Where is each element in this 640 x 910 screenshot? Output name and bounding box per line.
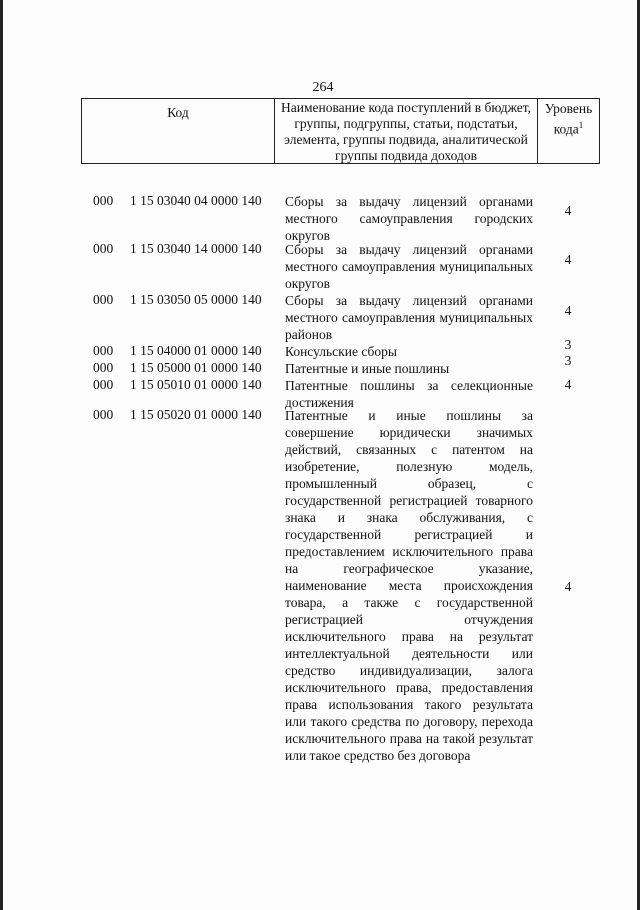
page-number: 264 xyxy=(312,80,334,95)
income-name: Сборы за выдачу лицензий органами местного самоуправления муниципальных округов xyxy=(285,242,533,291)
header-name: Наименование кода поступлений в бюджет, группы, подгруппы, статьи, подстатьи, элемента, группы подвида, аналитической группы подвида доходов xyxy=(275,99,538,163)
header-level-label: Уровень кода xyxy=(544,101,593,137)
admin-code: 000 xyxy=(93,241,114,256)
admin-code: 000 xyxy=(93,292,114,307)
income-name: Консульские сборы xyxy=(285,344,397,359)
code-level: 4 xyxy=(564,252,572,267)
code-level: 3 xyxy=(564,337,572,352)
income-name: Патентные и иные пошлины за совершение юридически значимых действий, связанных с патентом на изобретение, полезную модель, промышленный образец, с государственной регистрацией товарного знака и знака обслуживания, с государственной регистрацией и предоставлением исключительного права на географическое указание, наименование места происхождения товара, а также с государственной регистрацией отчуждения исключительного права на результат интеллектуальной деятельности или средство индивидуализации, залога исключительного права, предоставления права использования такого результата или такого средства по договору, перехода исключительного права на такой результат или такое средство без договора xyxy=(285,408,533,763)
income-name: Патентные пошлины за селекционные достижения xyxy=(285,378,533,410)
header-level-footnote: 1 xyxy=(578,120,584,130)
header-code: Код xyxy=(82,99,275,163)
table-header xyxy=(81,98,600,164)
income-code: 1 15 03050 05 0000 140 xyxy=(130,292,262,307)
admin-code: 000 xyxy=(93,407,114,422)
code-level: 4 xyxy=(564,579,572,594)
code-level: 4 xyxy=(564,377,572,392)
income-code: 1 15 05010 01 0000 140 xyxy=(130,377,262,392)
income-code: 1 15 05020 01 0000 140 xyxy=(130,407,262,422)
income-name: Сборы за выдачу лицензий органами местного самоуправления муниципальных районов xyxy=(285,293,533,342)
code-level: 3 xyxy=(564,353,572,368)
admin-code: 000 xyxy=(93,377,114,392)
income-code: 1 15 05000 01 0000 140 xyxy=(130,360,262,375)
income-code: 1 15 03040 14 0000 140 xyxy=(130,241,262,256)
income-code: 1 15 03040 04 0000 140 xyxy=(130,193,262,208)
admin-code: 000 xyxy=(93,360,114,375)
code-level: 4 xyxy=(564,203,572,218)
code-level: 4 xyxy=(564,303,572,318)
income-name: Патентные и иные пошлины xyxy=(285,361,450,376)
header-level xyxy=(538,99,599,163)
admin-code: 000 xyxy=(93,343,114,358)
income-code: 1 15 04000 01 0000 140 xyxy=(130,343,262,358)
income-name: Сборы за выдачу лицензий органами местного самоуправления городских округов xyxy=(285,194,533,243)
admin-code: 000 xyxy=(93,193,114,208)
